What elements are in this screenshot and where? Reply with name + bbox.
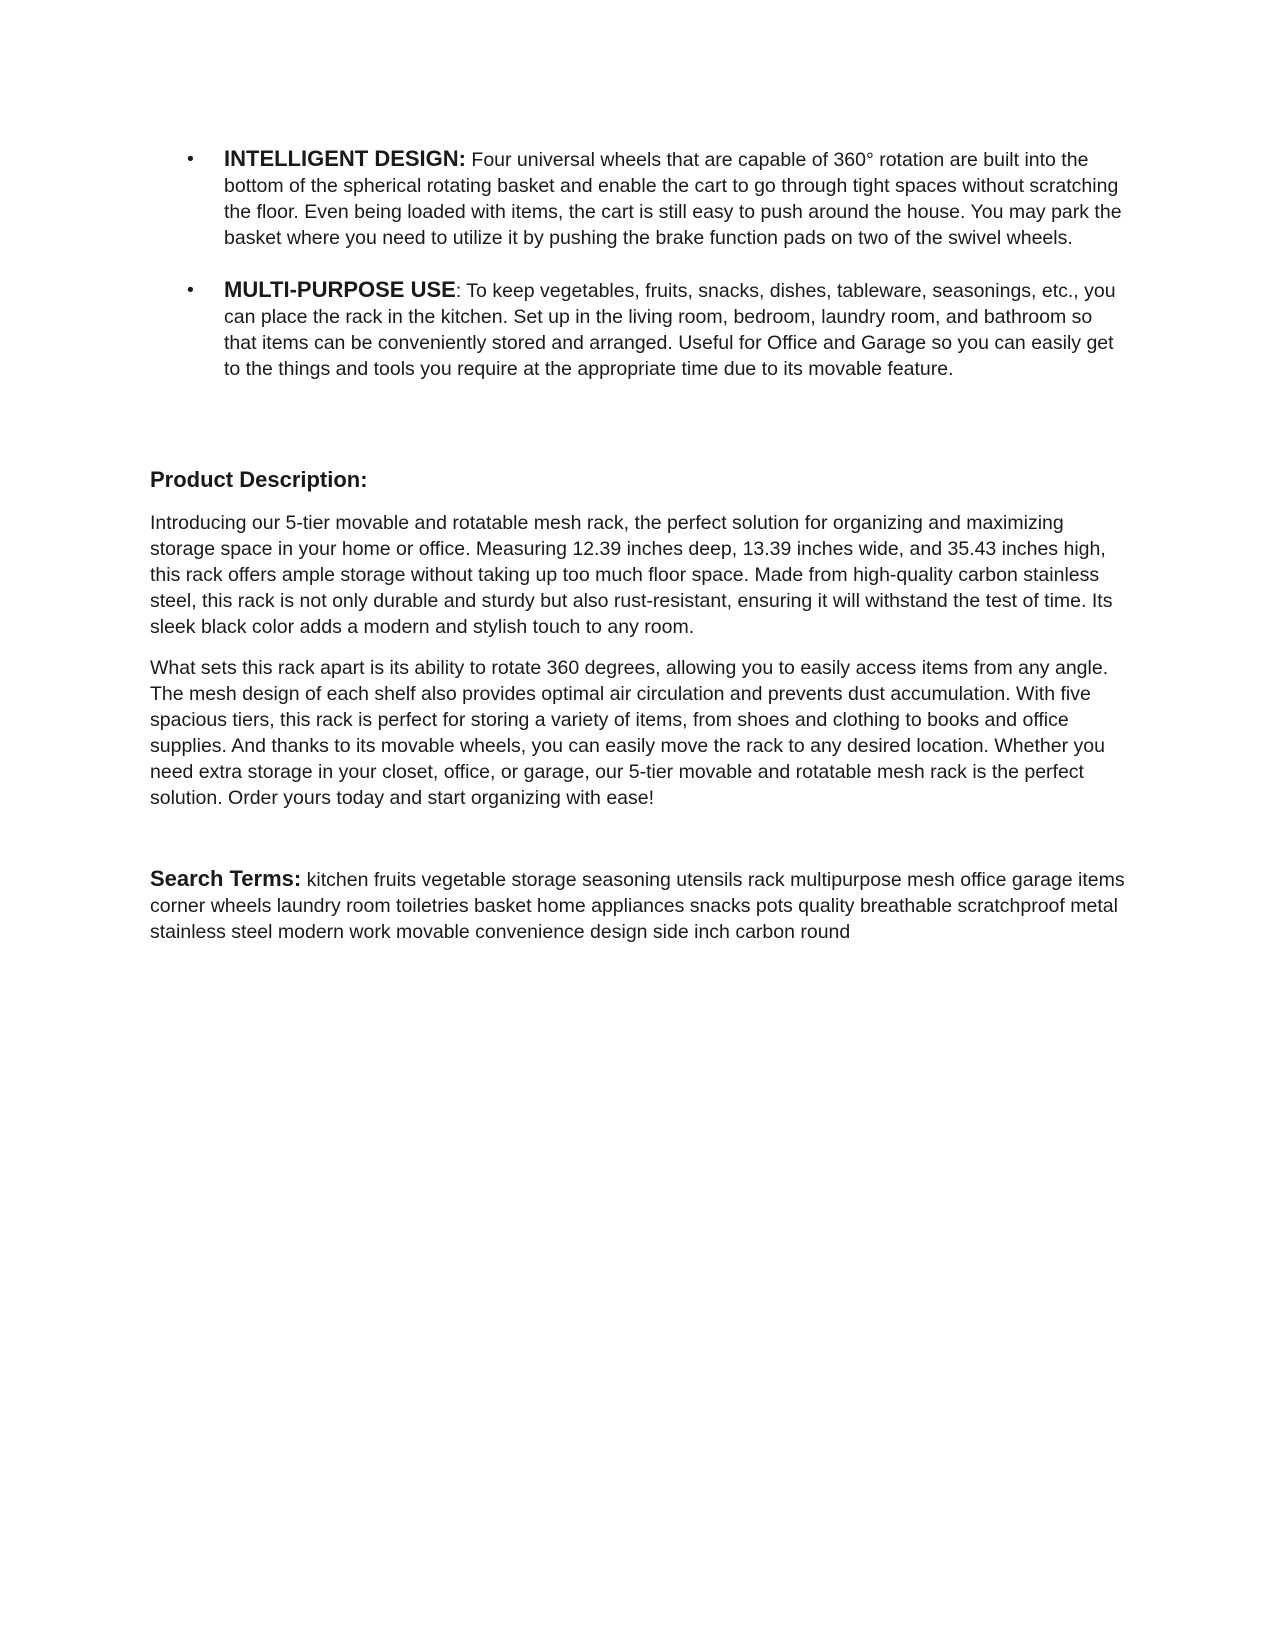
product-description-paragraph-2: What sets this rack apart is its ability to rotate 360 degrees, allowing you to easily access items from any angle. The mesh design of each shelf also provides optimal air circulation and prevents dust accumulation. With five spacious tiers, this rack is perfect for storing a variety of items, from shoes and clothing to books and office supplies. And thanks to its movable wheels, you can easily move the rack to any desired location. Whether you need extra storage in your closet, office, or garage, our 5-tier movable and rotatable mesh rack is the perfect solution. Order yours today and start organizing with ease!: [150, 657, 1109, 809]
feature-list: [150, 146, 1130, 382]
product-description-heading: Product Description:: [150, 467, 368, 492]
feature-text: : To keep vegetables, fruits, snacks, dishes, tableware, seasonings, etc., you can place the rack in the kitchen. Set up in the living room, bedroom, laundry room, and bathroom so that items can be conveniently stored and arranged. Useful for Office and Garage so you can easily get to the things and tools you require at the appropriate time due to its movable feature.: [224, 280, 1116, 380]
feature-title: INTELLIGENT DESIGN:: [224, 146, 466, 171]
search-terms-label: Search Terms:: [150, 866, 302, 891]
feature-item-intelligent-design: [150, 146, 1130, 251]
search-terms-text: kitchen fruits vegetable storage seasoning utensils rack multipurpose mesh office garage items corner wheels laundry room toiletries basket home appliances snacks pots quality breathable scratchproof metal stainless steel modern work movable convenience design side inch carbon round: [150, 869, 1125, 943]
feature-text: Four universal wheels that are capable of 360° rotation are built into the bottom of the spherical rotating basket and enable the cart to go through tight spaces without scratching the floor. Even being loaded with items, the cart is still easy to push around the house. You may park the basket where you need to utilize it by pushing the brake function pads on two of the swivel wheels.: [224, 149, 1122, 249]
bullet-icon: •: [187, 148, 194, 170]
product-description-paragraph-1: Introducing our 5-tier movable and rotatable mesh rack, the perfect solution for organizing and maximizing storage space in your home or office. Measuring 12.39 inches deep, 13.39 inches wide, and 35.43 inches high, this rack offers ample storage without taking up too much floor space. Made from high-quality carbon stainless steel, this rack is not only durable and sturdy but also rust-resistant, ensuring it will withstand the test of time. Its sleek black color adds a modern and stylish touch to any room.: [150, 512, 1113, 638]
search-terms: [150, 866, 1130, 945]
document-content: [150, 146, 1130, 945]
bullet-icon: •: [187, 279, 194, 301]
feature-title: MULTI-PURPOSE USE: [224, 277, 456, 302]
feature-item-multi-purpose-use: [150, 277, 1130, 382]
